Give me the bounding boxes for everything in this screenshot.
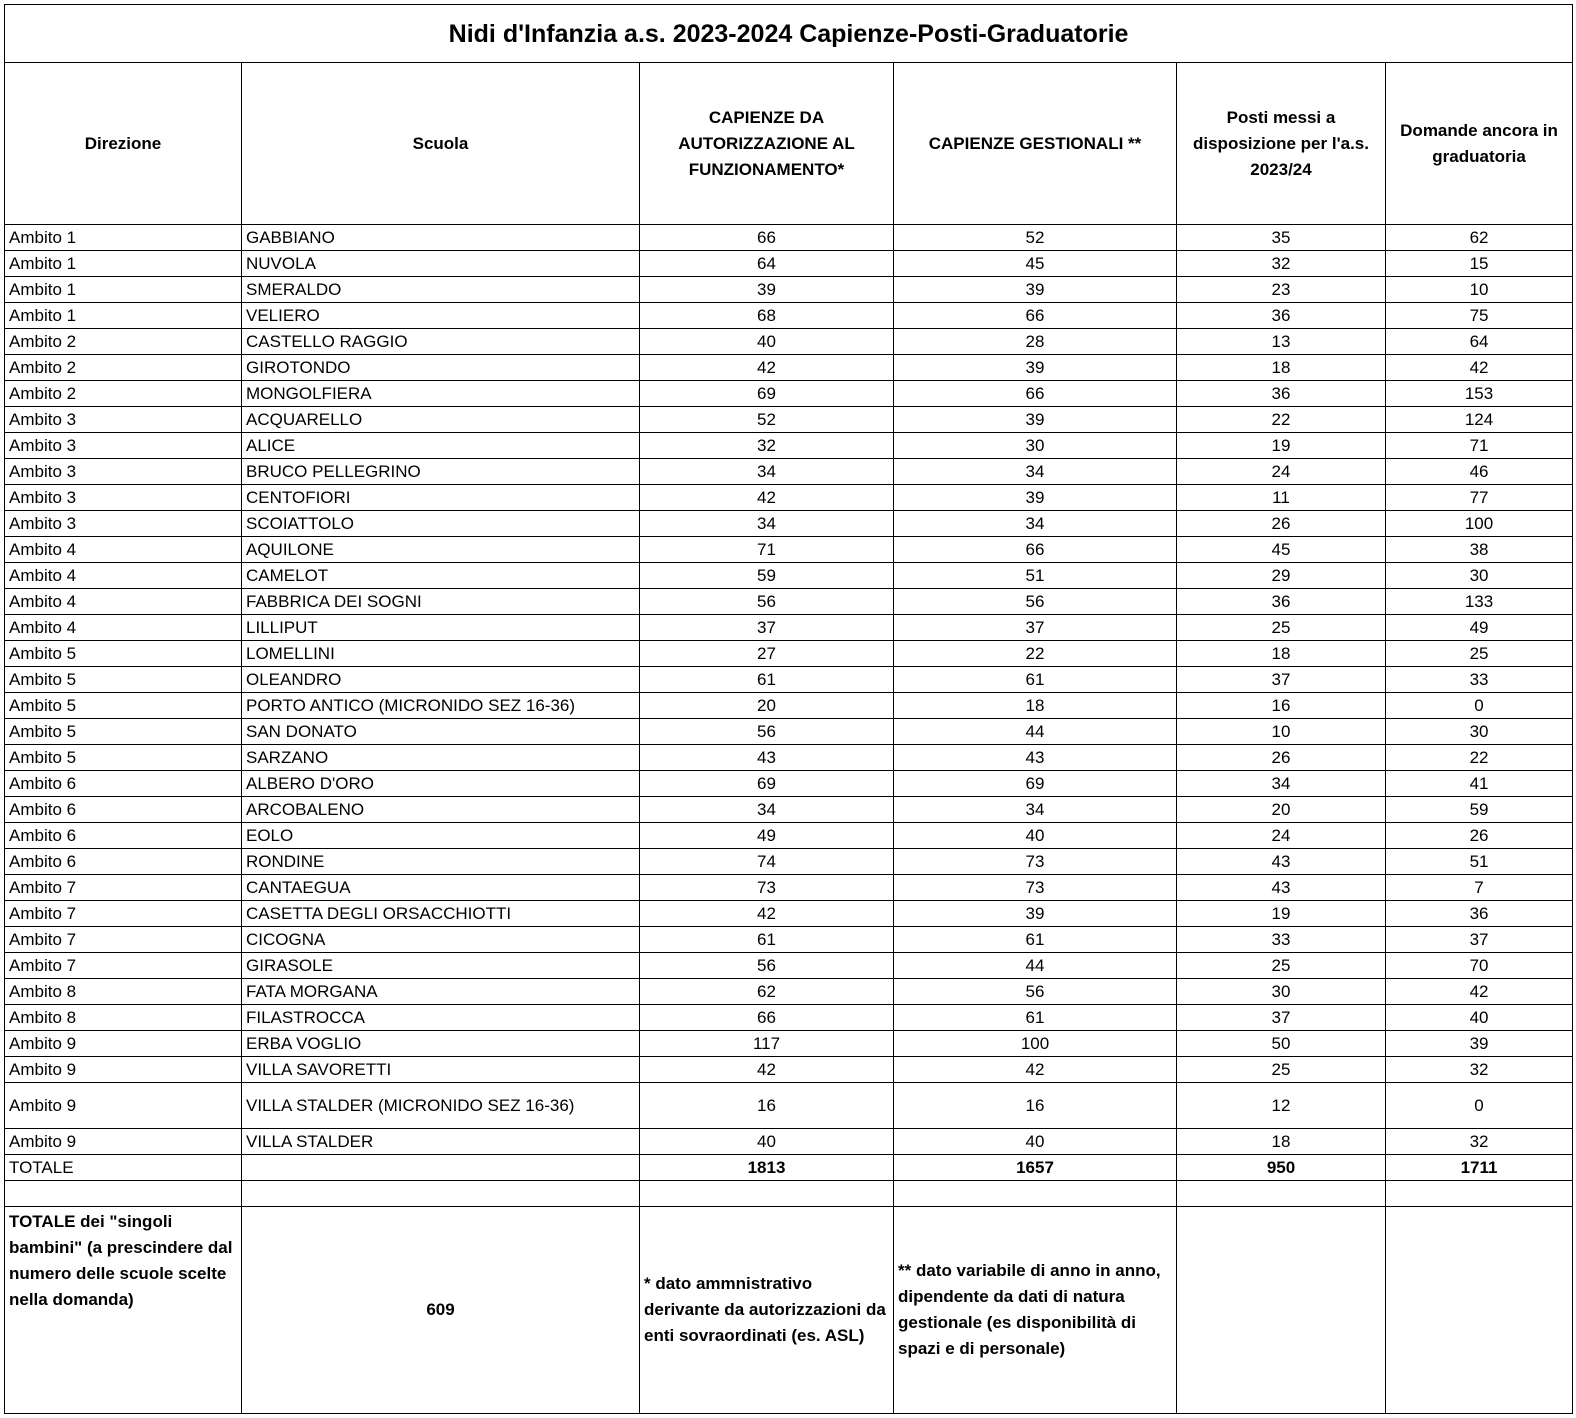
cell-posti: 32 xyxy=(1177,251,1386,277)
cell-posti: 16 xyxy=(1177,693,1386,719)
empty-cell xyxy=(894,1181,1177,1207)
cell-direzione: Ambito 1 xyxy=(5,277,242,303)
cell-posti: 35 xyxy=(1177,225,1386,251)
cell-scuola: LILLIPUT xyxy=(242,615,640,641)
header-domande: Domande ancora in graduatoria xyxy=(1386,63,1573,225)
total-capienze-autorizzazione: 1813 xyxy=(640,1155,894,1181)
cell-direzione: Ambito 6 xyxy=(5,823,242,849)
cell-capienze-autorizzazione: 16 xyxy=(640,1083,894,1129)
cell-domande: 41 xyxy=(1386,771,1573,797)
cell-capienze-gestionali: 39 xyxy=(894,355,1177,381)
cell-scuola: GIRASOLE xyxy=(242,953,640,979)
cell-capienze-gestionali: 18 xyxy=(894,693,1177,719)
cell-direzione: Ambito 2 xyxy=(5,355,242,381)
cell-posti: 50 xyxy=(1177,1031,1386,1057)
cell-capienze-autorizzazione: 39 xyxy=(640,277,894,303)
cell-direzione: Ambito 5 xyxy=(5,667,242,693)
cell-domande: 70 xyxy=(1386,953,1573,979)
cell-domande: 153 xyxy=(1386,381,1573,407)
cell-capienze-gestionali: 61 xyxy=(894,927,1177,953)
cell-capienze-autorizzazione: 66 xyxy=(640,1005,894,1031)
table-row xyxy=(5,251,1573,277)
cell-scuola: SAN DONATO xyxy=(242,719,640,745)
cell-domande: 71 xyxy=(1386,433,1573,459)
cell-capienze-autorizzazione: 61 xyxy=(640,667,894,693)
cell-posti: 13 xyxy=(1177,329,1386,355)
cell-direzione: Ambito 9 xyxy=(5,1031,242,1057)
table-row xyxy=(5,433,1573,459)
cell-capienze-autorizzazione: 73 xyxy=(640,875,894,901)
header-posti: Posti messi a disposizione per l'a.s. 2023/24 xyxy=(1177,63,1386,225)
empty-cell xyxy=(1386,1181,1573,1207)
cell-capienze-autorizzazione: 34 xyxy=(640,511,894,537)
cell-domande: 42 xyxy=(1386,979,1573,1005)
cell-capienze-autorizzazione: 56 xyxy=(640,719,894,745)
total-capienze-gestionali: 1657 xyxy=(894,1155,1177,1181)
table-row xyxy=(5,511,1573,537)
cell-capienze-autorizzazione: 42 xyxy=(640,355,894,381)
cell-scuola: CANTAEGUA xyxy=(242,875,640,901)
cell-domande: 7 xyxy=(1386,875,1573,901)
table-row xyxy=(5,1083,1573,1129)
cell-capienze-autorizzazione: 32 xyxy=(640,433,894,459)
cell-domande: 30 xyxy=(1386,719,1573,745)
cell-scuola: ALICE xyxy=(242,433,640,459)
cell-scuola: GABBIANO xyxy=(242,225,640,251)
cell-capienze-gestionali: 34 xyxy=(894,797,1177,823)
cell-capienze-gestionali: 39 xyxy=(894,407,1177,433)
spacer-row xyxy=(5,1181,1573,1207)
header-capienze-autorizzazione: CAPIENZE DA AUTORIZZAZIONE AL FUNZIONAMENTO* xyxy=(640,63,894,225)
table-row xyxy=(5,875,1573,901)
cell-direzione: Ambito 5 xyxy=(5,693,242,719)
cell-posti: 23 xyxy=(1177,277,1386,303)
cell-capienze-autorizzazione: 71 xyxy=(640,537,894,563)
cell-direzione: Ambito 2 xyxy=(5,329,242,355)
totals-row xyxy=(5,1155,1573,1181)
totals-empty-cell xyxy=(242,1155,640,1181)
cell-capienze-autorizzazione: 56 xyxy=(640,589,894,615)
cell-capienze-gestionali: 61 xyxy=(894,667,1177,693)
cell-capienze-gestionali: 39 xyxy=(894,485,1177,511)
cell-direzione: Ambito 6 xyxy=(5,771,242,797)
total-domande: 1711 xyxy=(1386,1155,1573,1181)
table-row xyxy=(5,1031,1573,1057)
header-capienze-gestionali: CAPIENZE GESTIONALI ** xyxy=(894,63,1177,225)
cell-posti: 24 xyxy=(1177,823,1386,849)
cell-capienze-gestionali: 73 xyxy=(894,849,1177,875)
header-direzione: Direzione xyxy=(5,63,242,225)
cell-scuola: VILLA SAVORETTI xyxy=(242,1057,640,1083)
cell-capienze-autorizzazione: 42 xyxy=(640,901,894,927)
table-row xyxy=(5,459,1573,485)
cell-capienze-gestionali: 100 xyxy=(894,1031,1177,1057)
cell-capienze-gestionali: 37 xyxy=(894,615,1177,641)
cell-capienze-autorizzazione: 27 xyxy=(640,641,894,667)
cell-capienze-gestionali: 39 xyxy=(894,277,1177,303)
empty-cell xyxy=(1177,1207,1386,1414)
page-title: Nidi d'Infanzia a.s. 2023-2024 Capienze-Posti-Graduatorie xyxy=(5,5,1573,63)
cell-direzione: Ambito 8 xyxy=(5,1005,242,1031)
title-row xyxy=(5,5,1573,63)
totals-label: TOTALE xyxy=(5,1155,242,1181)
cell-direzione: Ambito 7 xyxy=(5,953,242,979)
table-row xyxy=(5,667,1573,693)
cell-direzione: Ambito 4 xyxy=(5,563,242,589)
cell-domande: 51 xyxy=(1386,849,1573,875)
cell-capienze-autorizzazione: 42 xyxy=(640,1057,894,1083)
cell-capienze-gestionali: 51 xyxy=(894,563,1177,589)
cell-posti: 36 xyxy=(1177,381,1386,407)
cell-posti: 25 xyxy=(1177,615,1386,641)
cell-scuola: PORTO ANTICO (MICRONIDO SEZ 16-36) xyxy=(242,693,640,719)
cell-posti: 36 xyxy=(1177,303,1386,329)
cell-direzione: Ambito 1 xyxy=(5,303,242,329)
cell-posti: 19 xyxy=(1177,901,1386,927)
cell-posti: 25 xyxy=(1177,953,1386,979)
cell-capienze-autorizzazione: 61 xyxy=(640,927,894,953)
cell-scuola: SMERALDO xyxy=(242,277,640,303)
cell-capienze-autorizzazione: 64 xyxy=(640,251,894,277)
cell-direzione: Ambito 3 xyxy=(5,459,242,485)
cell-scuola: VILLA STALDER (MICRONIDO SEZ 16-36) xyxy=(242,1083,640,1129)
cell-posti: 12 xyxy=(1177,1083,1386,1129)
cell-domande: 33 xyxy=(1386,667,1573,693)
cell-domande: 64 xyxy=(1386,329,1573,355)
table-row xyxy=(5,823,1573,849)
table-row xyxy=(5,901,1573,927)
cell-capienze-autorizzazione: 69 xyxy=(640,381,894,407)
cell-capienze-gestionali: 28 xyxy=(894,329,1177,355)
cell-scuola: LOMELLINI xyxy=(242,641,640,667)
cell-direzione: Ambito 7 xyxy=(5,927,242,953)
total-posti: 950 xyxy=(1177,1155,1386,1181)
cell-capienze-autorizzazione: 40 xyxy=(640,1129,894,1155)
cell-scuola: ALBERO D'ORO xyxy=(242,771,640,797)
table-row xyxy=(5,537,1573,563)
cell-scuola: GIROTONDO xyxy=(242,355,640,381)
cell-posti: 36 xyxy=(1177,589,1386,615)
cell-direzione: Ambito 9 xyxy=(5,1057,242,1083)
cell-scuola: AQUILONE xyxy=(242,537,640,563)
cell-scuola: VILLA STALDER xyxy=(242,1129,640,1155)
cell-capienze-gestionali: 16 xyxy=(894,1083,1177,1129)
table-row xyxy=(5,927,1573,953)
cell-posti: 43 xyxy=(1177,875,1386,901)
cell-domande: 46 xyxy=(1386,459,1573,485)
cell-posti: 20 xyxy=(1177,797,1386,823)
empty-cell xyxy=(640,1181,894,1207)
cell-direzione: Ambito 7 xyxy=(5,875,242,901)
cell-capienze-autorizzazione: 34 xyxy=(640,797,894,823)
empty-cell xyxy=(5,1181,242,1207)
cell-posti: 30 xyxy=(1177,979,1386,1005)
footnote-autorizzazione: * dato ammnistrativo derivante da autorizzazioni da enti sovraordinati (es. ASL) xyxy=(640,1207,894,1414)
table-row xyxy=(5,589,1573,615)
cell-capienze-gestionali: 44 xyxy=(894,953,1177,979)
cell-capienze-autorizzazione: 34 xyxy=(640,459,894,485)
table-row xyxy=(5,1129,1573,1155)
singoli-bambini-label: TOTALE dei "singoli bambini" (a prescindere dal numero delle scuole scelte nella domanda) xyxy=(5,1207,242,1414)
footnote-gestionali: ** dato variabile di anno in anno, dipendente da dati di natura gestionale (es disponibilità di spazi e di personale) xyxy=(894,1207,1177,1414)
cell-domande: 22 xyxy=(1386,745,1573,771)
cell-scuola: SARZANO xyxy=(242,745,640,771)
cell-scuola: RONDINE xyxy=(242,849,640,875)
cell-domande: 37 xyxy=(1386,927,1573,953)
cell-capienze-gestionali: 22 xyxy=(894,641,1177,667)
cell-capienze-gestionali: 52 xyxy=(894,225,1177,251)
cell-scuola: CAMELOT xyxy=(242,563,640,589)
cell-direzione: Ambito 1 xyxy=(5,251,242,277)
cell-capienze-gestionali: 43 xyxy=(894,745,1177,771)
cell-posti: 29 xyxy=(1177,563,1386,589)
cell-capienze-gestionali: 73 xyxy=(894,875,1177,901)
table-row xyxy=(5,563,1573,589)
table-row xyxy=(5,719,1573,745)
cell-posti: 34 xyxy=(1177,771,1386,797)
capacity-table xyxy=(4,4,1573,1414)
cell-direzione: Ambito 9 xyxy=(5,1129,242,1155)
cell-scuola: CASETTA DEGLI ORSACCHIOTTI xyxy=(242,901,640,927)
table-row xyxy=(5,485,1573,511)
cell-scuola: NUVOLA xyxy=(242,251,640,277)
cell-capienze-autorizzazione: 56 xyxy=(640,953,894,979)
table-body xyxy=(5,5,1573,1414)
empty-cell xyxy=(242,1181,640,1207)
cell-capienze-autorizzazione: 68 xyxy=(640,303,894,329)
cell-domande: 100 xyxy=(1386,511,1573,537)
cell-posti: 33 xyxy=(1177,927,1386,953)
cell-domande: 30 xyxy=(1386,563,1573,589)
cell-domande: 133 xyxy=(1386,589,1573,615)
cell-scuola: ERBA VOGLIO xyxy=(242,1031,640,1057)
cell-posti: 18 xyxy=(1177,1129,1386,1155)
cell-capienze-gestionali: 39 xyxy=(894,901,1177,927)
cell-posti: 25 xyxy=(1177,1057,1386,1083)
singoli-bambini-value: 609 xyxy=(242,1207,640,1414)
cell-posti: 18 xyxy=(1177,641,1386,667)
cell-capienze-gestionali: 34 xyxy=(894,511,1177,537)
cell-direzione: Ambito 3 xyxy=(5,433,242,459)
table-row xyxy=(5,745,1573,771)
cell-scuola: SCOIATTOLO xyxy=(242,511,640,537)
table-row xyxy=(5,303,1573,329)
cell-capienze-gestionali: 61 xyxy=(894,1005,1177,1031)
cell-direzione: Ambito 4 xyxy=(5,615,242,641)
cell-capienze-autorizzazione: 52 xyxy=(640,407,894,433)
cell-domande: 32 xyxy=(1386,1129,1573,1155)
cell-posti: 10 xyxy=(1177,719,1386,745)
cell-scuola: CASTELLO RAGGIO xyxy=(242,329,640,355)
cell-direzione: Ambito 4 xyxy=(5,537,242,563)
cell-domande: 36 xyxy=(1386,901,1573,927)
cell-direzione: Ambito 2 xyxy=(5,381,242,407)
cell-direzione: Ambito 5 xyxy=(5,745,242,771)
cell-direzione: Ambito 4 xyxy=(5,589,242,615)
cell-scuola: CICOGNA xyxy=(242,927,640,953)
footer-row xyxy=(5,1207,1573,1414)
cell-domande: 26 xyxy=(1386,823,1573,849)
cell-capienze-autorizzazione: 43 xyxy=(640,745,894,771)
cell-direzione: Ambito 9 xyxy=(5,1083,242,1129)
cell-posti: 22 xyxy=(1177,407,1386,433)
cell-scuola: ACQUARELLO xyxy=(242,407,640,433)
cell-capienze-autorizzazione: 37 xyxy=(640,615,894,641)
table-row xyxy=(5,407,1573,433)
cell-domande: 77 xyxy=(1386,485,1573,511)
table-row xyxy=(5,641,1573,667)
cell-capienze-autorizzazione: 62 xyxy=(640,979,894,1005)
cell-direzione: Ambito 5 xyxy=(5,641,242,667)
cell-scuola: ARCOBALENO xyxy=(242,797,640,823)
cell-domande: 124 xyxy=(1386,407,1573,433)
cell-direzione: Ambito 3 xyxy=(5,511,242,537)
cell-domande: 25 xyxy=(1386,641,1573,667)
cell-capienze-gestionali: 40 xyxy=(894,1129,1177,1155)
cell-capienze-autorizzazione: 66 xyxy=(640,225,894,251)
empty-cell xyxy=(1386,1207,1573,1414)
table-row xyxy=(5,381,1573,407)
cell-domande: 42 xyxy=(1386,355,1573,381)
cell-capienze-gestionali: 34 xyxy=(894,459,1177,485)
empty-cell xyxy=(1177,1181,1386,1207)
cell-capienze-gestionali: 56 xyxy=(894,589,1177,615)
cell-domande: 59 xyxy=(1386,797,1573,823)
cell-capienze-gestionali: 66 xyxy=(894,381,1177,407)
cell-capienze-gestionali: 40 xyxy=(894,823,1177,849)
cell-capienze-autorizzazione: 74 xyxy=(640,849,894,875)
table-row xyxy=(5,277,1573,303)
cell-capienze-gestionali: 69 xyxy=(894,771,1177,797)
table-row xyxy=(5,771,1573,797)
cell-posti: 26 xyxy=(1177,511,1386,537)
cell-capienze-gestionali: 45 xyxy=(894,251,1177,277)
cell-scuola: VELIERO xyxy=(242,303,640,329)
cell-domande: 39 xyxy=(1386,1031,1573,1057)
cell-posti: 18 xyxy=(1177,355,1386,381)
cell-domande: 49 xyxy=(1386,615,1573,641)
cell-posti: 11 xyxy=(1177,485,1386,511)
cell-scuola: CENTOFIORI xyxy=(242,485,640,511)
table-row xyxy=(5,1057,1573,1083)
header-scuola: Scuola xyxy=(242,63,640,225)
cell-scuola: BRUCO PELLEGRINO xyxy=(242,459,640,485)
cell-posti: 19 xyxy=(1177,433,1386,459)
cell-capienze-gestionali: 66 xyxy=(894,303,1177,329)
cell-posti: 24 xyxy=(1177,459,1386,485)
cell-domande: 38 xyxy=(1386,537,1573,563)
table-row xyxy=(5,693,1573,719)
cell-capienze-autorizzazione: 69 xyxy=(640,771,894,797)
cell-scuola: FABBRICA DEI SOGNI xyxy=(242,589,640,615)
cell-capienze-gestionali: 66 xyxy=(894,537,1177,563)
table-row xyxy=(5,1005,1573,1031)
cell-direzione: Ambito 3 xyxy=(5,407,242,433)
table-row xyxy=(5,849,1573,875)
cell-capienze-gestionali: 56 xyxy=(894,979,1177,1005)
cell-posti: 37 xyxy=(1177,667,1386,693)
cell-posti: 26 xyxy=(1177,745,1386,771)
cell-direzione: Ambito 1 xyxy=(5,225,242,251)
cell-domande: 10 xyxy=(1386,277,1573,303)
cell-capienze-autorizzazione: 20 xyxy=(640,693,894,719)
cell-capienze-gestionali: 44 xyxy=(894,719,1177,745)
cell-direzione: Ambito 6 xyxy=(5,849,242,875)
cell-direzione: Ambito 6 xyxy=(5,797,242,823)
cell-domande: 15 xyxy=(1386,251,1573,277)
table-row xyxy=(5,355,1573,381)
cell-direzione: Ambito 5 xyxy=(5,719,242,745)
table-row xyxy=(5,329,1573,355)
cell-scuola: EOLO xyxy=(242,823,640,849)
table-row xyxy=(5,797,1573,823)
cell-domande: 0 xyxy=(1386,1083,1573,1129)
cell-capienze-gestionali: 30 xyxy=(894,433,1177,459)
cell-domande: 40 xyxy=(1386,1005,1573,1031)
cell-capienze-autorizzazione: 42 xyxy=(640,485,894,511)
cell-domande: 75 xyxy=(1386,303,1573,329)
cell-direzione: Ambito 7 xyxy=(5,901,242,927)
cell-capienze-autorizzazione: 40 xyxy=(640,329,894,355)
table-row xyxy=(5,225,1573,251)
cell-capienze-autorizzazione: 49 xyxy=(640,823,894,849)
cell-domande: 32 xyxy=(1386,1057,1573,1083)
table-row xyxy=(5,615,1573,641)
cell-posti: 45 xyxy=(1177,537,1386,563)
header-row xyxy=(5,63,1573,225)
cell-posti: 43 xyxy=(1177,849,1386,875)
cell-scuola: MONGOLFIERA xyxy=(242,381,640,407)
table-row xyxy=(5,953,1573,979)
cell-posti: 37 xyxy=(1177,1005,1386,1031)
cell-direzione: Ambito 3 xyxy=(5,485,242,511)
cell-scuola: FATA MORGANA xyxy=(242,979,640,1005)
cell-domande: 0 xyxy=(1386,693,1573,719)
table-row xyxy=(5,979,1573,1005)
cell-direzione: Ambito 8 xyxy=(5,979,242,1005)
cell-capienze-autorizzazione: 117 xyxy=(640,1031,894,1057)
cell-domande: 62 xyxy=(1386,225,1573,251)
cell-scuola: OLEANDRO xyxy=(242,667,640,693)
cell-scuola: FILASTROCCA xyxy=(242,1005,640,1031)
cell-capienze-gestionali: 42 xyxy=(894,1057,1177,1083)
cell-capienze-autorizzazione: 59 xyxy=(640,563,894,589)
